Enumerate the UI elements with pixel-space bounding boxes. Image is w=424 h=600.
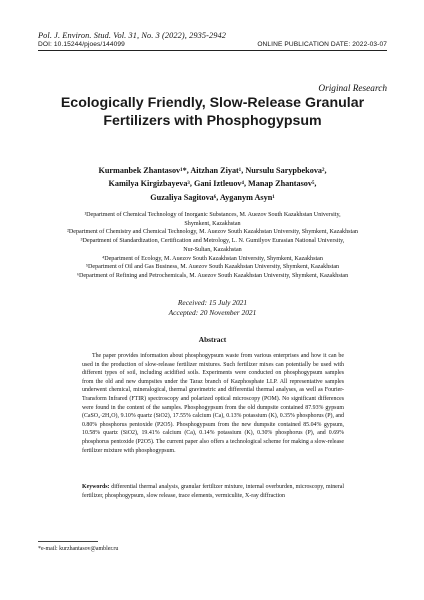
corresponding-email[interactable]: *e-mail: kurzhantasov@ambler.ru	[38, 546, 119, 552]
abstract-heading: Abstract	[198, 335, 227, 344]
keywords-label: Keywords:	[82, 484, 110, 490]
accepted-date: Accepted: 20 November 2021	[168, 308, 257, 317]
author-line: Kurmanbek Zhantasov¹*, Aitzhan Ziyat¹, Nursulu Sarypbekova²,	[98, 166, 327, 175]
affiliation-line: ⁵Department of Oil and Gas Business, M. Auezov South Kazakhstan University, Shymkent, Kazakhstan	[85, 264, 340, 271]
article-title	[38, 94, 387, 130]
footnote-rule	[38, 541, 98, 542]
affiliation-line: ³Department of Standardization, Certification and Metrology, L. N. Gumilyov Eurasian National University,	[80, 238, 345, 245]
affiliation-line: Nur-Sultan, Kazakhstan	[183, 246, 242, 253]
journal-citation: Pol. J. Environ. Stud. Vol. 31, No. 3 (2022), 2935-2942	[38, 31, 226, 40]
affiliation-line: ²Department of Chemistry and Chemical Technology, M. Auezov South Kazakhstan University, Shymkent, Kazakhstan	[67, 229, 358, 236]
affiliation-line: Shymkent, Kazakhstan	[184, 220, 241, 227]
doi[interactable]: DOI: 10.15244/pjoes/144099	[38, 41, 125, 48]
header-rule	[38, 50, 387, 51]
article-dates	[38, 298, 387, 318]
title-line: Ecologically Friendly, Slow-Release Granular	[60, 95, 365, 111]
author-line: Kamilya Kirgizbayeva³, Gani Iztleuov⁴, Manap Zhantasov⁵,	[108, 179, 317, 189]
article-type: Original Research	[318, 84, 387, 94]
affiliation-line: ⁶Department of Refining and Petrochemicals, M. Auezov South Kazakhstan University, Shymkent, Kazakhstan	[76, 272, 349, 279]
title-line: Fertilizers with Phosphogypsum	[103, 113, 322, 129]
doi-line	[38, 41, 387, 48]
affiliation-line: ⁴Department of Ecology, M. Auezov South Kazakhstan University, Shymkent, Kazakhstan	[102, 255, 323, 262]
online-publication-date: ONLINE PUBLICATION DATE: 2022-03-07	[257, 41, 387, 48]
keywords-text: differential thermal analysis, granular fertilizer mixture, internal overburden, microscopy, mineral fertilizer, phosphogypsum, slow release, trace elements, vermiculite, X-ray diffraction	[82, 484, 344, 499]
affiliations	[40, 211, 385, 281]
keywords	[82, 483, 344, 500]
author-list	[38, 164, 387, 204]
received-date: Received: 15 July 2021	[177, 298, 248, 307]
author-line: Guzaliya Sagitova⁶, Ayganym Asyn¹	[150, 192, 275, 202]
affiliation-line: ¹Department of Chemical Technology of Inorganic Substances, M. Auezov South Kazakhstan University,	[84, 212, 341, 218]
abstract-text: The paper provides information about phosphogypsum waste from various enterprises and how it can be used in the production of slow-release fertilizer mixtures. Such fertilizer mixes can potentially be used with different types of soil, including acidified soils. Experiments were conducted on phosphogypsum samples from the old and new dumpsites under the Taraz branch of Kazphosphate LLP. All representative samples underwent chemical, mineralogical, thermal gravimetric and differential thermal analyses, as well as Fourier-Transform Infrared (FTIR) spectroscopy and polarized optical microscopy (POM). No significant differences were found in the content of the samples. Phosphogypsum from the old dumpsite contained 87.93% gypsum (CaSO₄·2H₂O), 9.10% quartz (SiO2), 17.55% calcium (Ca), 0.13% potassium (K), 0.35% phosphorus (P), and 0.80% phosphorus pentoxide (P2O5). Phosphogypsum from the new dumpsite contained 85.04% gypsum, 10.58% quartz (SiO2), 19.41% calcium (Ca), 0.14% potassium (K), 0.30% phosphorus (P), and 0.69% phosphorus pentoxide (P2O5). The current paper also offers a technological scheme for making a slow-release fertilizer mixture with phosphogypsum.	[82, 353, 344, 454]
